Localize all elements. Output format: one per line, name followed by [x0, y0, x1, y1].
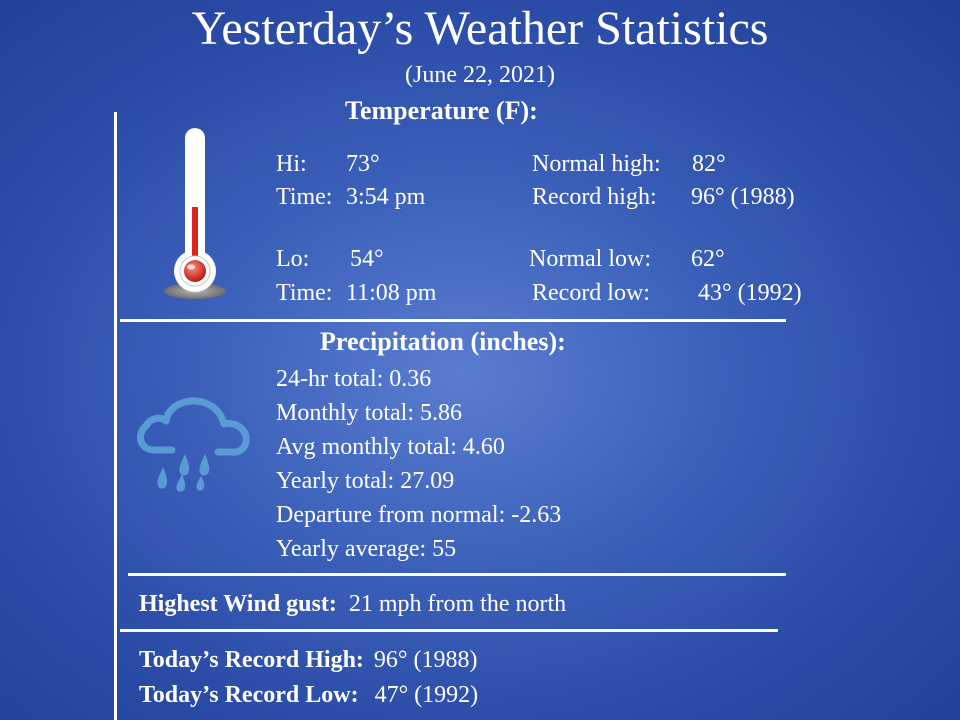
- divider-wind: [120, 629, 778, 632]
- precipitation-heading: Precipitation (inches):: [320, 327, 566, 356]
- wind-row: [139, 589, 566, 619]
- hi-label: Hi:: [276, 151, 307, 177]
- rain-cloud-icon: [132, 396, 256, 494]
- precip-line: 24-hr total: 0.36: [276, 366, 432, 392]
- divider-precipitation: [128, 573, 786, 576]
- today-record-high-value: 96° (1988): [373, 647, 478, 673]
- hi-time-label: Time:: [276, 184, 333, 210]
- page-title: Yesterday’s Weather Statistics: [191, 2, 769, 55]
- lo-value: 54°: [350, 246, 384, 272]
- precip-line: Yearly average: 55: [276, 536, 457, 562]
- hi-time-value: 3:54 pm: [346, 184, 426, 210]
- precip-line: Departure from normal: -2.63: [276, 502, 562, 528]
- normal-high-label: Normal high:: [532, 151, 661, 177]
- date-subtitle: (June 22, 2021): [405, 62, 555, 88]
- record-high-label: Record high:: [532, 184, 657, 210]
- normal-low-label: Normal low:: [529, 246, 651, 272]
- precip-line: Avg monthly total: 4.60: [276, 434, 505, 460]
- wind-label: Highest Wind gust:: [139, 591, 337, 617]
- normal-low-value: 62°: [691, 246, 725, 272]
- today-record-low-value: 47° (1992): [374, 682, 479, 708]
- precip-line: Monthly total: 5.86: [276, 400, 462, 426]
- today-record-low-row: [139, 680, 478, 710]
- record-low-value: 43° (1992): [698, 280, 802, 306]
- lo-label: Lo:: [276, 246, 310, 272]
- left-divider: [114, 112, 117, 720]
- wind-value: 21 mph from the north: [348, 591, 567, 617]
- today-record-low-label: Today’s Record Low:: [139, 682, 359, 708]
- lo-time-label: Time:: [276, 280, 333, 306]
- divider-temperature: [120, 319, 786, 322]
- record-low-label: Record low:: [532, 280, 650, 306]
- temperature-heading: Temperature (F):: [345, 96, 538, 125]
- precip-line: Yearly total: 27.09: [276, 468, 455, 494]
- record-high-value: 96° (1988): [691, 184, 795, 210]
- hi-value: 73°: [346, 151, 380, 177]
- thermometer-icon: [160, 124, 232, 304]
- lo-time-value: 11:08 pm: [346, 280, 437, 306]
- normal-high-value: 82°: [692, 151, 726, 177]
- today-record-high-row: [139, 645, 478, 675]
- today-record-high-label: Today’s Record High:: [139, 647, 364, 673]
